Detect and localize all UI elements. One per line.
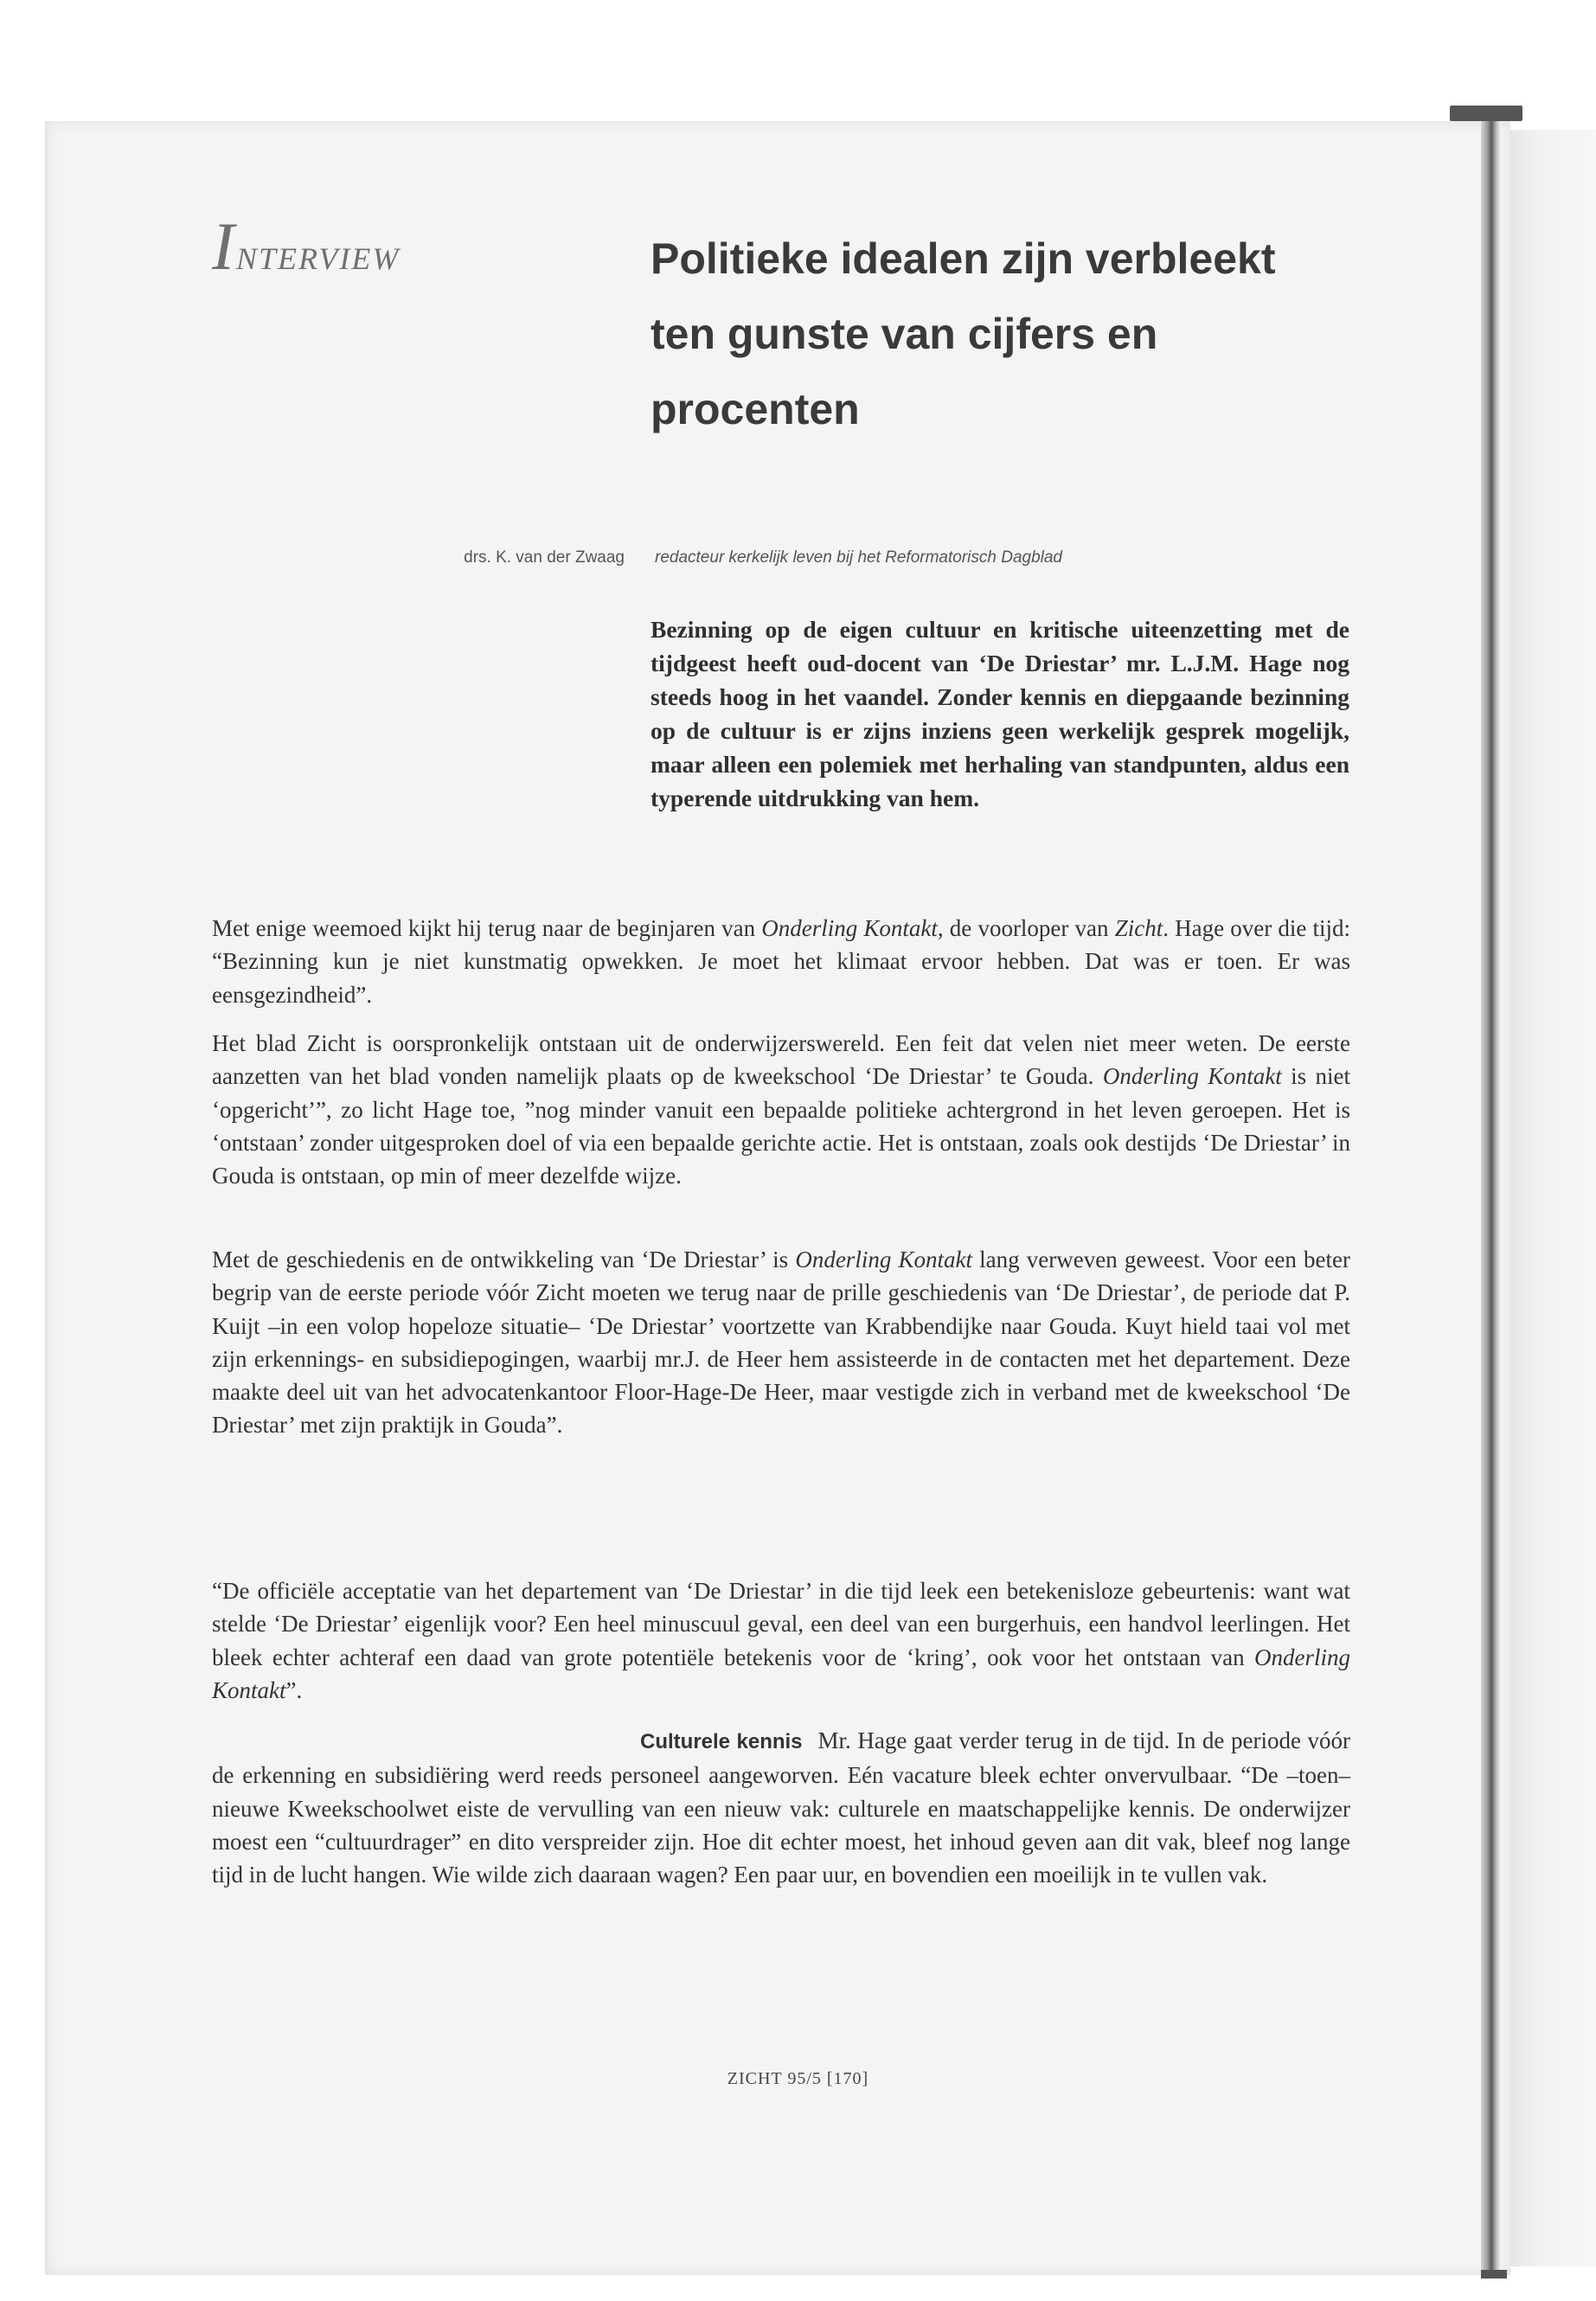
subheading-culturele-kennis: Culturele kennis [640, 1730, 803, 1753]
body-paragraph-3 [212, 1243, 1350, 1442]
book-spine [1481, 114, 1500, 2277]
text-run: ”. [285, 1676, 303, 1703]
italic-run: Onderling Kontakt [212, 1644, 1350, 1703]
article-headline [651, 221, 1429, 447]
author-name: drs. K. van der Zwaag [464, 548, 625, 567]
text-run: . Hage over die tijd: “Bezinning kun je niet kunstmatig opwekken. Je moet het klimaat ervoor hebben. Dat was er toen. Er was eensgezindheid”. [212, 915, 1350, 1008]
text-run: Met enige weemoed kijkt hij terug naar de beginjaren van [212, 915, 762, 941]
headline-line-3: procenten [651, 385, 860, 433]
headline-line-2: ten gunste van cijfers en [651, 310, 1158, 358]
body-paragraph-4 [212, 1574, 1350, 1707]
binder-clip-bottom [1481, 2270, 1507, 2279]
text-run: Mr. Hage gaat verder terug in de tijd. In de periode vóór de erkenning en subsidiëring werd reeds personeel aangeworven. Eén vacature bleek echter onvervulbaar. “De –toen– nieuwe Kweekschoolwet eiste de vervulling van een nieuw vak: culturele en maatschappelijke kennis. De onderwijzer moest een “cultuurdrager” en dito verspreider zijn. Hoe dit echter moest, het inhoud geven aan dit vak, bleef nog lange tijd in de lucht hangen. Wie wilde zich daaraan wagen? Een paar uur, en bovendien een moeilijk in te vullen vak. [212, 1727, 1350, 1888]
italic-run: Onderling Kontakt [761, 915, 938, 941]
intro-paragraph: Bezinning op de eigen cultuur en kritische uiteenzetting met de tijdgeest heeft oud-docent van ‘De Driestar’ mr. L.J.M. Hage nog steeds hoog in het vaandel. Zonder kennis en diepgaande bezinning op de cultuur is er zijns inziens geen werkelijk gesprek mogelijk, maar alleen een polemiek met herhaling van standpunten, aldus een typerende uitdrukking van hem. [651, 616, 1349, 811]
next-page-edge [1500, 130, 1596, 2266]
italic-run: Zicht [1114, 915, 1163, 941]
binder-clip-top [1450, 106, 1522, 121]
page-footer: ZICHT 95/5 [170] [727, 2069, 869, 2088]
section-label [212, 208, 400, 285]
body-paragraph-1 [212, 912, 1350, 1011]
text-run: Met de geschiedenis en de ontwikkeling van ‘De Driestar’ is [212, 1247, 796, 1272]
text-run: lang verweven geweest. Voor een beter begrip van de eerste periode vóór Zicht moeten we terug naar de prille geschiedenis van ‘De Driestar’, de periode dat P. Kuijt –in een volop hopeloze situatie– ‘De Driestar’ voortzette van Krabbendijke naar Gouda. Kuyt hield taai vol met zijn erkennings- en subsidiepogingen, waarbij mr.J. de Heer hem assisteerde in de contacten met het departement. Deze maakte deel uit van het advocatenkantoor Floor-Hage-De Heer, maar vestigde zich in verband met de kweekschool ‘De Driestar’ met zijn praktijk in Gouda”. [212, 1247, 1350, 1439]
section-label-initial: I [212, 208, 236, 284]
text-run: “De officiële acceptatie van het departement van ‘De Driestar’ in die tijd leek een betekenisloze gebeurtenis: want wat stelde ‘De Driestar’ eigenlijk voor? Een heel minuscuul geval, een deel van een burgerhuis, een handvol leerlingen. Het bleek echter achteraf een daad van grote potentiële betekenis voor de ‘kring’, ook voor het ontstaan van [212, 1578, 1350, 1670]
section-label-rest: NTERVIEW [235, 241, 401, 276]
body-paragraph-2 [212, 1027, 1350, 1192]
italic-run: Onderling Kontakt [1102, 1063, 1282, 1090]
italic-run: Onderling Kontakt [795, 1247, 972, 1272]
body-paragraph-5 [212, 1724, 1350, 1891]
author-role: redacteur kerkelijk leven bij het Reformatorisch Dagblad [655, 548, 1063, 567]
text-run: , de voorloper van [937, 915, 1115, 941]
headline-line-1: Politieke idealen zijn verbleekt [651, 234, 1276, 283]
text-run: Het blad Zicht is oorspronkelijk ontstaan uit de onderwijzerswereld. Een feit dat velen niet meer weten. De eerste aanzetten van het blad vonden namelijk plaats op de kweekschool ‘De Driestar’ te Gouda. [212, 1030, 1350, 1090]
text-run: is niet ‘opgericht’”, zo licht Hage toe, ”nog minder vanuit een bepaalde politieke achtergrond in het leven geroepen. Het is ‘ontstaan’ zonder uitgesproken doel of via een bepaalde gerichte actie. Het is ontstaan, zoals ook destijds ‘De Driestar’ in Gouda is ontstaan, op min of meer dezelfde wijze. [212, 1063, 1350, 1189]
